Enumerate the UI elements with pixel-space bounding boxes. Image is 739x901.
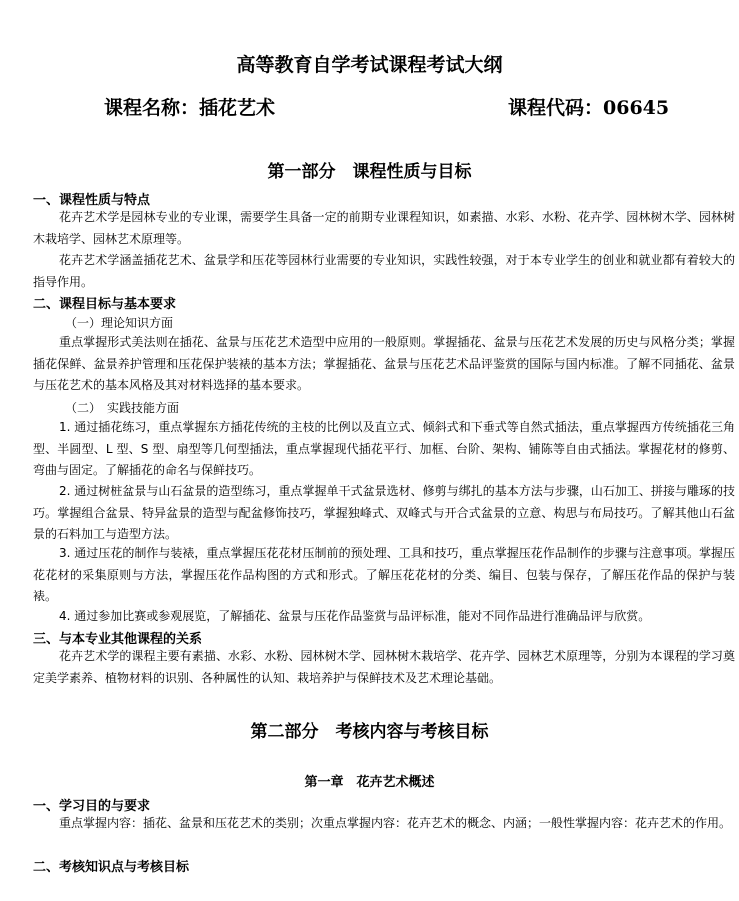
chapter1-heading: 第一章 花卉艺术概述	[304, 775, 435, 790]
paragraph-theory: 重点掌握形式美法则在插花、盆景与压花艺术造型中应用的一般原则。掌握插花、盆景与压花艺术发展的历史与风格分类；掌握插花保鲜、盆景养护管理和压花保护装裱的基本方法；掌握插花、盆景与压花艺术品评鉴赏的国际与国内标准。了解不同插花、盆景与压花艺术的基本风格及其对材料选择的基本要求。	[33, 335, 735, 392]
subheading-practice: （二） 实践技能方面	[65, 401, 180, 415]
paragraph-learning-goals: 重点掌握内容：插花、盆景和压花艺术的类别；次重点掌握内容：花卉艺术的概念、内涵；一般性掌握内容：花卉艺术的作用。	[59, 816, 732, 830]
section-heading-learning-goals: 一、学习目的与要求	[33, 799, 151, 814]
part1-heading: 第一部分 课程性质与目标	[267, 162, 472, 182]
paragraph-practice-3: 3. 通过压花的制作与装裱，重点掌握压花花材压制前的预处理、工具和技巧，重点掌握压花作品制作的步骤与注意事项。掌握压花花材的采集原则与方法，掌握压花作品构图的方式和形式。了解压花花材的分类、编目、包装与保存，了解压花作品的保护与装裱。	[33, 546, 735, 603]
course-code: 课程代码：06645	[508, 97, 670, 119]
course-name: 课程名称：插花艺术	[104, 97, 276, 119]
subheading-theory: （一）理论知识方面	[65, 316, 174, 330]
paragraph-practice-1: 1. 通过插花练习，重点掌握东方插花传统的主枝的比例以及直立式、倾斜式和下垂式等自然式插法，重点掌握西方传统插花三角型、半圆型、L 型、S 型、扇型等几何型插法，重点掌握现代插花平行、加框、台阶、架构、铺陈等自由式插法。掌握花材的修剪、弯曲与固定。了解插花的命名与保鲜技巧。	[33, 420, 735, 477]
paragraph-nature-1: 花卉艺术学是园林专业的专业课，需要学生具备一定的前期专业课程知识，如素描、水彩、水粉、花卉学、园林树木学、园林树木栽培学、园林艺术原理等。	[33, 210, 735, 246]
section-heading-goals: 二、课程目标与基本要求	[33, 297, 177, 312]
paragraph-nature-2: 花卉艺术学涵盖插花艺术、盆景学和压花等园林行业需要的专业知识，实践性较强，对于本专业学生的创业和就业都有着较大的指导作用。	[33, 253, 735, 289]
paragraph-practice-4: 4. 通过参加比赛或参观展览，了解插花、盆景与压花作品鉴赏与品评标准，能对不同作品进行准确品评与欣赏。	[59, 609, 651, 623]
section-heading-nature: 一、课程性质与特点	[33, 193, 151, 208]
document-title: 高等教育自学考试课程考试大纲	[236, 54, 503, 76]
section-heading-exam-points: 二、考核知识点与考核目标	[33, 860, 190, 875]
part2-heading: 第二部分 考核内容与考核目标	[250, 722, 489, 742]
section-heading-relations: 三、与本专业其他课程的关系	[33, 632, 203, 647]
paragraph-practice-2: 2. 通过树桩盆景与山石盆景的造型练习，重点掌握单干式盆景选材、修剪与绑扎的基本方法与步骤，山石加工、拼接与雕琢的技巧。掌握组合盆景、特异盆景的造型与配盆修饰技巧，掌握独峰式、双峰式与开合式盆景的立意、构思与布局技巧。了解其他山石盆景的石料加工与造型方法。	[33, 484, 735, 541]
paragraph-relations: 花卉艺术学的课程主要有素描、水彩、水粉、园林树木学、园林树木栽培学、花卉学、园林艺术原理等，分别为本课程的学习奠定美学素养、植物材料的识别、各种属性的认知、栽培养护与保鲜技术及艺术理论基础。	[33, 649, 735, 685]
